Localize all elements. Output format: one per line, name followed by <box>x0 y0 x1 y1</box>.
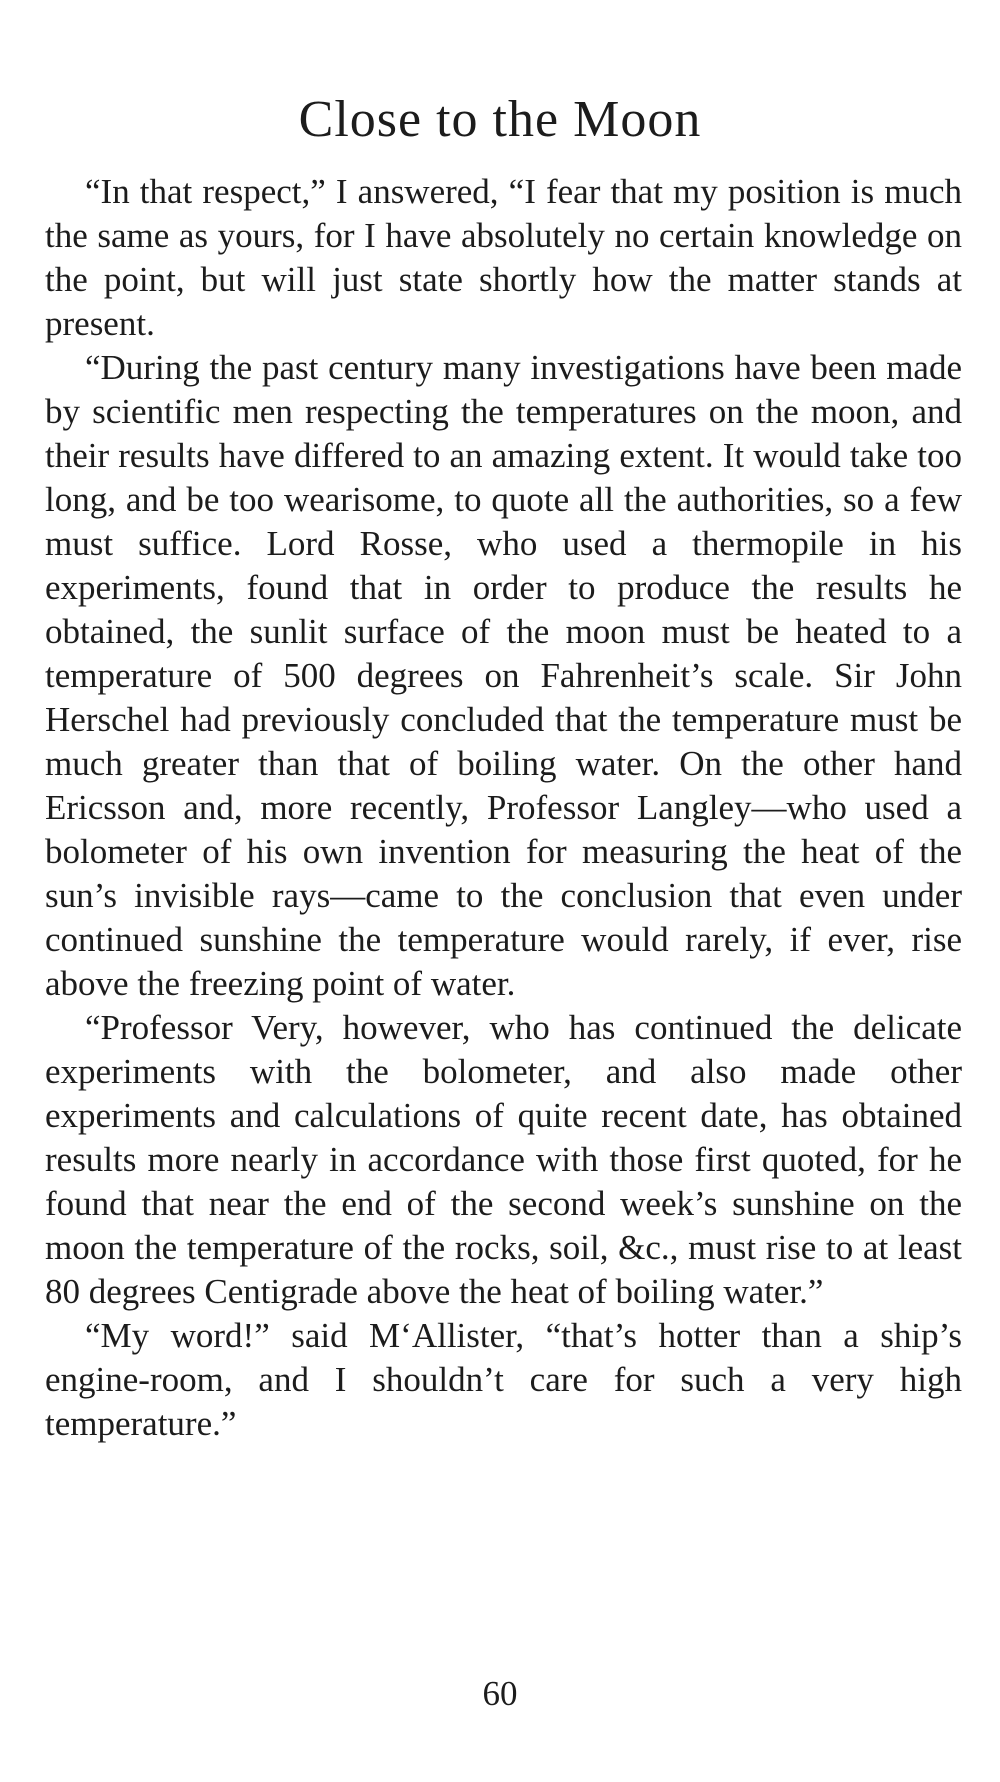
page-title: Close to the Moon <box>298 91 702 148</box>
paragraph-3: “Professor Very, however, who has continued the delicate experiments with the bolometer, and also made other experiments and calculations of quite recent date, has obtained results more nearly in accordance with those first quoted, for he found that near the end of the second week’s sunshine on the moon the temperature of the rocks, soil, &c., must rise to at least 80 degrees Centigrade above the heat of boiling water.” <box>45 1008 962 1311</box>
paragraph-2: “During the past century many investigations have been made by scientific men respecting the temperatures on the moon, and their results have differed to an amazing extent. It would take too long, and be too wearisome, to quote all the authorities, so a few must suffice. Lord Rosse, who used a thermopile in his experiments, found that in order to produce the results he obtained, the sunlit surface of the moon must be heated to a temperature of 500 degrees on Fahrenheit’s scale. Sir John Herschel had previously concluded that the temperature must be much greater than that of boiling water. On the other hand Ericsson and, more recently, Professor Langley—who used a bolometer of his own invention for measuring the heat of the sun’s invisible rays—came to the conclusion that even under continued sunshine the temperature would rarely, if ever, rise above the freezing point of water. <box>45 348 962 1003</box>
page-number: 60 <box>482 1674 518 1713</box>
paragraph-1: “In that respect,” I answered, “I fear that my position is much the same as yours, for I have absolutely no certain knowledge on the point, but will just state shortly how the matter stands at present. <box>45 172 962 343</box>
page-body <box>45 170 962 1446</box>
paragraph-4: “My word!” said M‘Allister, “that’s hotter than a ship’s engine-room, and I shouldn’t care for such a very high temperature.” <box>45 1316 962 1443</box>
